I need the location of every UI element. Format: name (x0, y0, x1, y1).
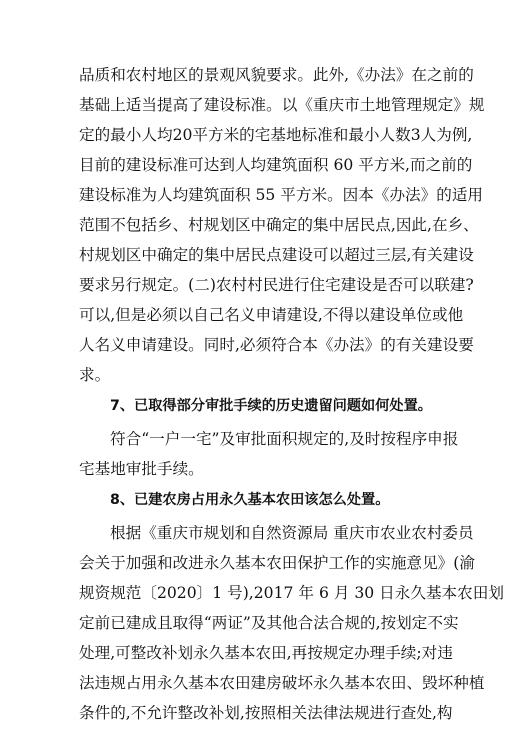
body-text-line: 建设标准为人均建筑面积 55 平方米。因本《办法》的适用 (79, 186, 484, 204)
body-text-line: 基础上适当提高了建设标准。以《重庆市土地管理规定》规 (79, 96, 485, 114)
body-text-line: 条件的,不允许整改补划,按照相关法律法规进行查处,构 (79, 704, 453, 722)
body-text-line: 处理,可整改补划永久基本农田,再按规定办理手续;对违 (79, 644, 453, 662)
body-text-line: 可以,但是必须以自己名义申请建设,不得以建设单位或他 (79, 306, 464, 324)
body-text-line: 规资规范〔2020〕1 号),2017 年 6 月 30 日永久基本农田划 (79, 584, 504, 602)
body-text-line: 符合“一户一宅”及审批面积规定的,及时按程序申报 (110, 430, 459, 448)
section-heading-8: 8、已建农房占用永久基本农田该怎么处置。 (110, 492, 390, 508)
body-text-line: 根据《重庆市规划和自然资源局 重庆市农业农村委员 (110, 524, 474, 542)
body-text-line: 会关于加强和改进永久基本农田保护工作的实施意见》(渝 (79, 554, 475, 572)
body-text-line: 要求另行规定。(二)农村村民进行住宅建设是否可以联建? (79, 276, 474, 294)
body-text-line: 范围不包括乡、村规划区中确定的集中居民点,因此,在乡、 (79, 216, 479, 234)
body-text-line: 品质和农村地区的景观风貌要求。此外,《办法》在之前的 (79, 66, 474, 84)
body-text-line: 目前的建设标准可达到人均建筑面积 60 平方米,而之前的 (79, 156, 473, 174)
body-text-line: 村规划区中确定的集中居民点建设可以超过三层,有关建设 (79, 246, 474, 264)
body-text-line: 求。 (79, 366, 111, 384)
body-text-line: 人名义申请建设。同时,必须符合本《办法》的有关建设要 (79, 336, 474, 354)
section-heading-7: 7、已取得部分审批手续的历史遗留问题如何处置。 (110, 398, 432, 414)
body-text-line: 宅基地审批手续。 (79, 460, 204, 478)
body-text-line: 定前已建成且取得“两证”及其他合法合规的,按划定不实 (79, 614, 459, 632)
body-text-line: 定的最小人均20平方米的宅基地标准和最小人数3人为例, (79, 126, 473, 144)
body-text-line: 法违规占用永久基本农田建房破坏永久基本农田、毁坏种植 (79, 674, 485, 692)
